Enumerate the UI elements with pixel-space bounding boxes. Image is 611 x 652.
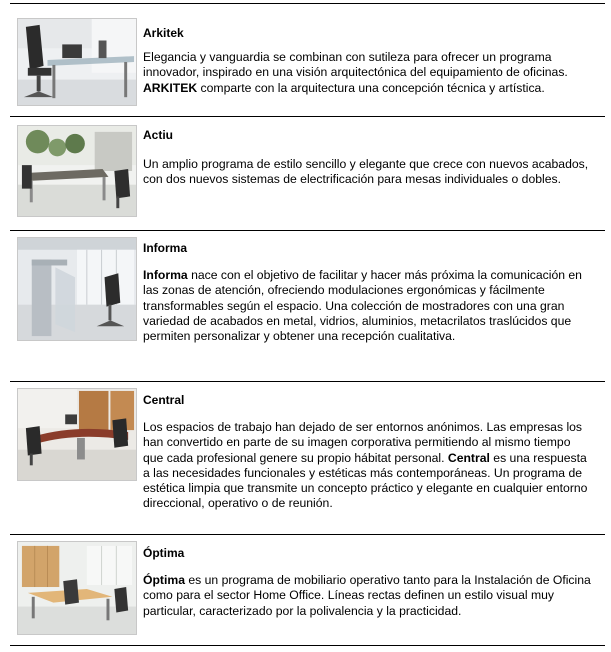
product-optima [10, 534, 605, 645]
product-description [143, 573, 593, 619]
bottom-divider [10, 645, 605, 646]
product-title: Central [143, 393, 185, 407]
product-informa [10, 230, 605, 381]
desc-segment-bold: Informa [143, 268, 188, 282]
desc-segment-bold: Central [447, 450, 490, 465]
desc-segment-bold: ARKITEK [143, 80, 198, 95]
product-title: Arkitek [143, 26, 184, 40]
desc-segment: Un amplio programa de estilo sencillo y elegante que crece con nuevos acabados, con dos nuevos sistemas de electrificación para mesas individuales o dobles. [143, 157, 589, 187]
central-office-photo[interactable] [17, 388, 137, 481]
desc-segment: es un programa de mobiliario operativo tanto para la Instalación de Oficina como para el sector Home Office. Líneas rectas definen un estilo visual muy particular, caracterizado por la polivalencia y la practicidad. [143, 573, 591, 618]
desc-segment: Los espacios de trabajo han dejado de ser entornos anónimos. Las empresas los han convertido en parte de su imagen corporativa permitiendo al mismo tiempo que cada profesional genere su propio hábitat personal. [143, 420, 583, 465]
arkitek-office-photo[interactable] [17, 18, 137, 106]
product-description [143, 50, 593, 96]
product-actiu [10, 116, 605, 230]
product-description [143, 157, 593, 188]
product-central [10, 381, 605, 534]
product-title: Actiu [143, 128, 173, 142]
desc-segment-bold: Óptima [143, 573, 185, 587]
desc-segment: es una respuesta a las necesidades funcionales y estéticas más contemporáneas. Un programa de estética limpia que transmite un concepto práctico y elegante en cualquier entorno direccional, operativo o de reunión. [143, 450, 588, 511]
product-arkitek [10, 3, 605, 116]
desc-segment: nace con el objetivo de facilitar y hacer más próxima la comunicación en las zonas de atención, ofreciendo modulaciones ergonómicas y fácilmente transformables según el espacio. Una colección de mostradores con una gran variedad de acabados en metal, vidrios, aluminios, metacrilatos traslúcidos que permiten personalizar y obtener una recepción cualitativa. [143, 268, 582, 344]
product-description [143, 268, 593, 344]
product-description [143, 420, 593, 512]
product-title: Informa [143, 241, 188, 255]
informa-office-photo[interactable] [17, 237, 137, 341]
desc-segment: comparte con la arquitectura una concepción técnica y artística. [197, 80, 545, 95]
actiu-office-photo[interactable] [17, 125, 137, 217]
optima-office-photo[interactable] [17, 541, 137, 635]
product-title: Óptima [143, 546, 185, 560]
desc-segment: Elegancia y vanguardia se combinan con sutileza para ofrecer un programa innovador, inspirado en una visión arquitectónica del equipamiento de oficinas. [143, 50, 568, 80]
